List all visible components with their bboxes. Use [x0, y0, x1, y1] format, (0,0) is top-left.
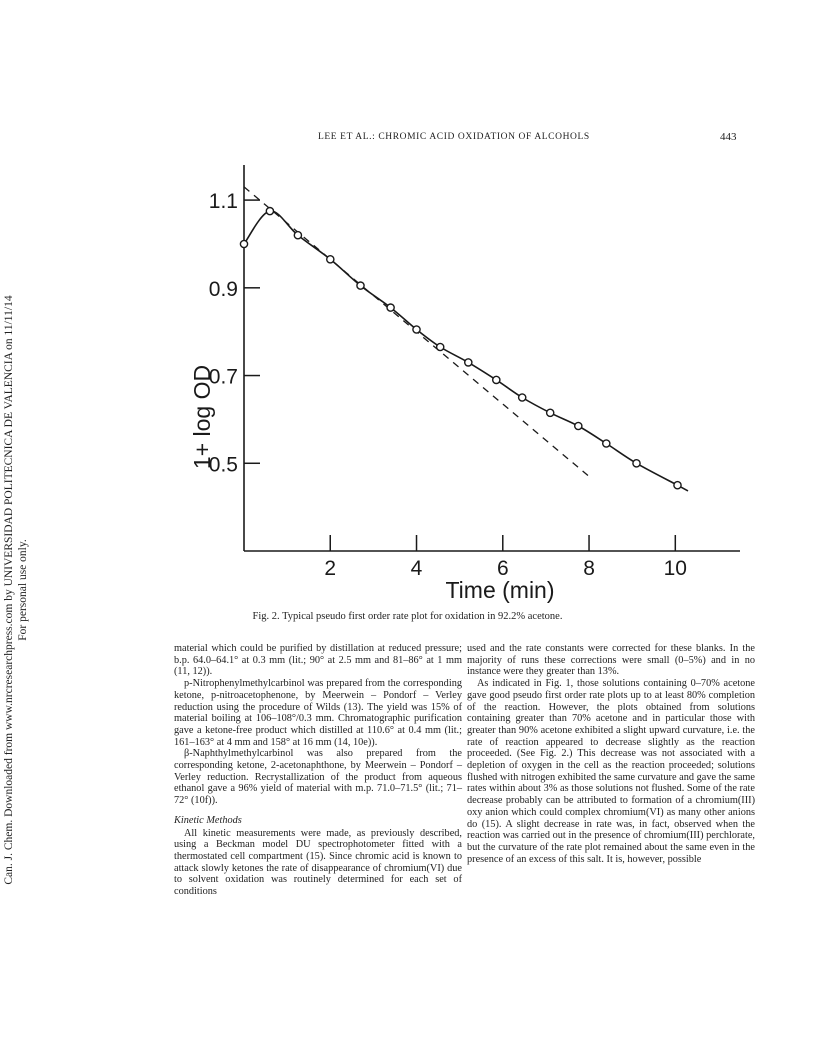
page-number: 443: [720, 131, 737, 143]
y-tick-label: 0.9: [208, 277, 238, 301]
section-heading: Kinetic Methods: [174, 814, 242, 826]
data-point: [327, 256, 334, 263]
plot-ticks: [244, 200, 675, 551]
paragraph: β-Naphthylmethylcarbinol was also prepared from the corresponding ketone, 2-acetonaphthone, by Meerwein – Pondorf – Verley reduction. Recrystallization of the product from aqueous ethanol gave a 96% yield of material with m.p. 71.0–71.5° (lit.; 71–72° (10f)).: [174, 748, 462, 807]
paragraph: p-Nitrophenylmethylcarbinol was prepared from the corresponding ketone, p-nitroacetophenone, by Meerwein – Pondorf – Verley reduction using the procedure of Wilds (13). The yield was 15% of material boiling at 106–108°/0.3 mm. Chromatographic purification gave a ketone-free product which distilled at 110.6° at 0.4 mm (lit.; 161–163° at 4 mm and 158° at 16 mm (14, 10e)).: [174, 678, 462, 748]
x-tick-label: 6: [496, 557, 509, 580]
data-point: [437, 343, 444, 350]
figure-caption: Fig. 2. Typical pseudo first order rate plot for oxidation in 92.2% acetone.: [252, 611, 563, 622]
paragraph: used and the rate constants were corrected for these blanks. In the majority of runs these corrections were small (0–5%) and in no instance were they greater than 13%.: [467, 643, 755, 678]
rate-plot-figure: [170, 155, 750, 605]
data-point: [674, 482, 681, 489]
paragraph: As indicated in Fig. 1, those solutions containing 0–70% acetone gave good pseudo first order rate plots up to at least 80% completion of the reaction. However, the plots obtained from solutions containing greater than 70% acetone and in particular those with greater than 90% acetone exhibited a slight upward curvature, i.e. the rate of reaction appeared to decrease slightly as the reaction proceeded. (See Fig. 2.) This decrease was not associated with a depletion of oxygen in the cell as the reaction proceeded; solutions flushed with nitrogen exhibited the same curvature and gave the same rates within about 3% as those solutions not flushed. Some of the rate decrease probably can be attributed to formation of a chromium(III) oxy anion which could complex chromium(VI) as many other anions do (15). A slight decrease in rate was, in fact, observed when the reaction was carried out in the presence of chromium(III) perchlorate, but the curvature of the rate plot remained about the same even in the presence of an excess of this salt. It is, however, possible: [467, 678, 755, 865]
data-point: [266, 208, 273, 215]
y-tick-label: 0.7: [208, 365, 238, 389]
data-point: [465, 359, 472, 366]
plot-tick-labels: [209, 190, 687, 580]
x-axis-title: Time (min): [445, 577, 555, 603]
left-text-column: [174, 643, 462, 898]
y-axis-title: 1+ log OD: [189, 364, 215, 470]
data-point: [547, 409, 554, 416]
right-text-column: [467, 643, 755, 865]
paragraph: All kinetic measurements were made, as previously described, using a Beckman model DU spectrophotometer fitted with a thermostated cell compartment (15). Since chromic acid is known to attack slowly ketones the rate of disappearance of chromium(VI) due to solvent oxidation was routinely determined for each set of conditions: [174, 827, 462, 898]
download-notice-line: Can. J. Chem. Downloaded from www.nrcresearchpress.com by UNIVERSIDAD POLITECNICA DE VALENCIA on 11/11/14: [3, 295, 15, 885]
y-tick-label: 0.5: [208, 453, 238, 477]
y-tick-label: 1.1: [208, 190, 238, 214]
data-point: [493, 376, 500, 383]
data-point: [240, 240, 247, 247]
data-point: [603, 440, 610, 447]
data-point: [519, 394, 526, 401]
paragraph: material which could be purified by distillation at reduced pressure; b.p. 64.0–64.1° at 0.3 mm (lit.; 90° at 2.5 mm and 81–86° at 1 mm (11, 12)).: [174, 643, 462, 678]
data-point: [575, 422, 582, 429]
data-point: [633, 460, 640, 467]
download-notice: [2, 160, 34, 1020]
plot-curves: [244, 187, 688, 491]
personal-use-line: For personal use only.: [17, 539, 29, 641]
data-point: [294, 232, 301, 239]
x-tick-label: 8: [583, 557, 595, 580]
fitted-curve: [244, 211, 688, 491]
plot-points: [240, 208, 681, 489]
x-tick-label: 2: [324, 557, 337, 580]
data-point: [357, 282, 364, 289]
running-head: LEE ET AL.: CHROMIC ACID OXIDATION OF ALCOHOLS: [318, 132, 590, 142]
data-point: [387, 304, 394, 311]
x-tick-label: 10: [663, 557, 687, 580]
x-tick-label: 4: [410, 557, 423, 580]
data-point: [413, 326, 420, 333]
plot-axes: [244, 165, 740, 551]
